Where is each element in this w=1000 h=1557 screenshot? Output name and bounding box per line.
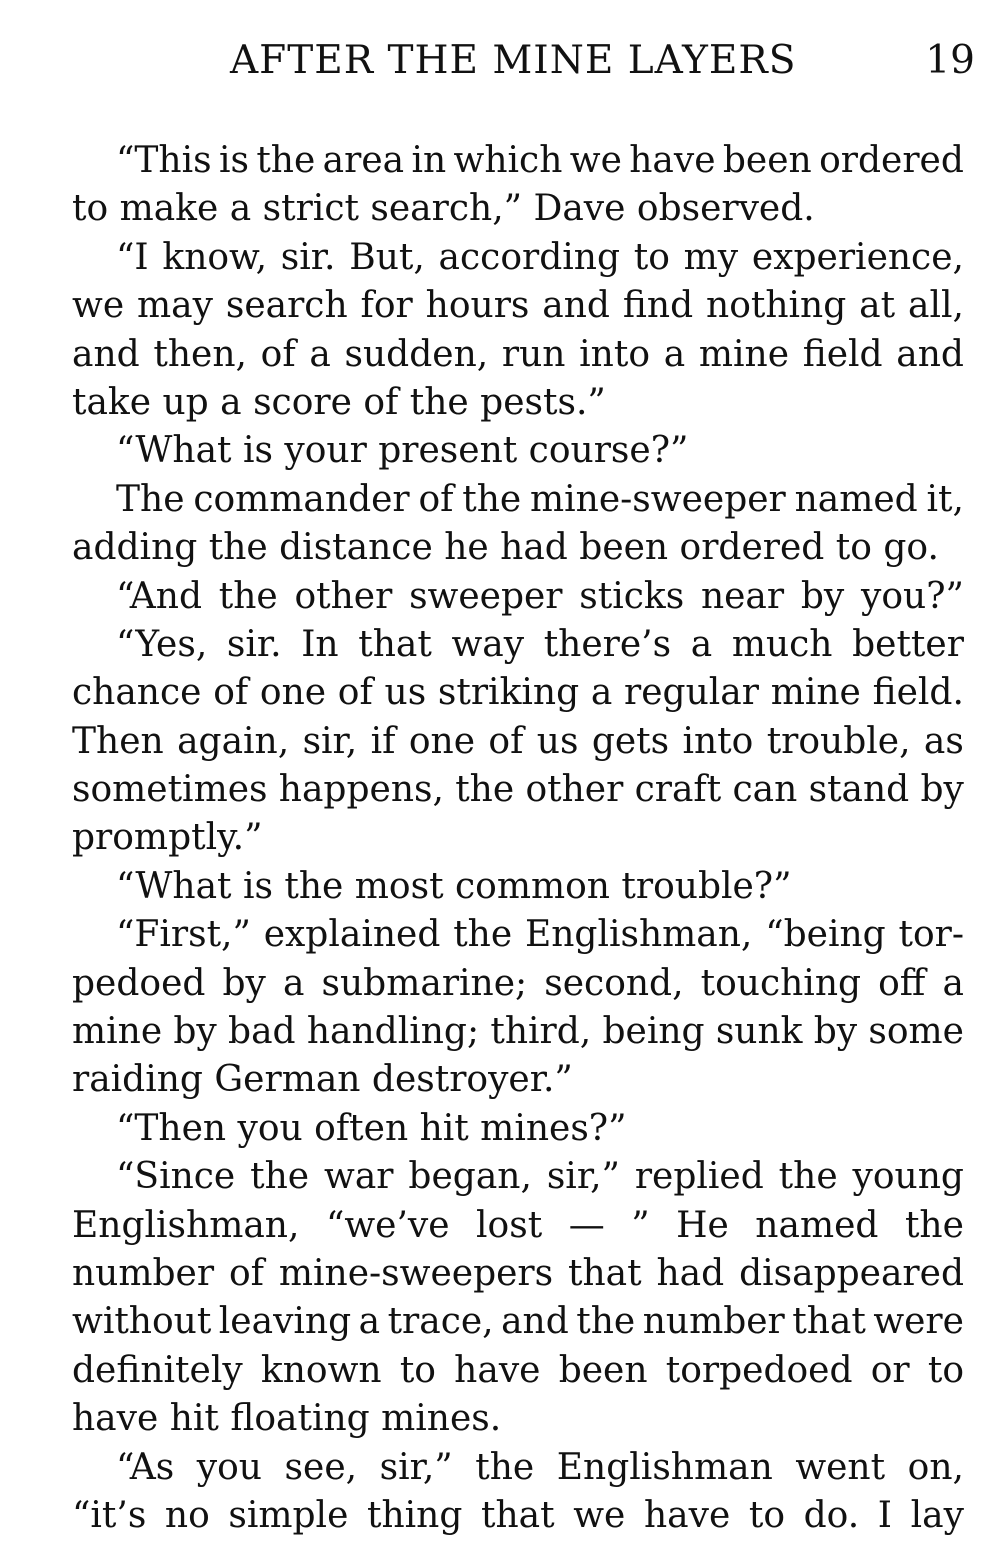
text-line: to make a strict search,” Dave observed. xyxy=(72,188,815,230)
text-line: “First,” explained the Englishman, “being tor- xyxy=(116,914,964,956)
text-line: without leaving a trace, and the number that were xyxy=(72,1301,964,1343)
text-line: “This is the area in which we have been ordered xyxy=(116,140,964,181)
text-line: and then, of a sudden, run into a mine field and xyxy=(72,333,964,375)
page-header xyxy=(230,38,975,94)
body-text xyxy=(72,137,964,1540)
text-line: Then again, sir, if one of us gets into trouble, as xyxy=(72,720,964,762)
text-line: promptly.” xyxy=(72,817,263,859)
text-line: mine by bad handling; third, being sunk by some xyxy=(72,1011,964,1053)
text-line: “Yes, sir. In that way there’s a much better xyxy=(116,623,964,665)
running-title: AFTER THE MINE LAYERS xyxy=(230,38,797,83)
text-line: sometimes happens, the other craft can stand by xyxy=(72,769,964,811)
text-line: pedoed by a submarine; second, touching off a xyxy=(72,962,964,1004)
text-line: “Since the war began, sir,” replied the young xyxy=(116,1156,964,1198)
text-line: Englishman, “we’ve lost — ” He named the xyxy=(72,1204,964,1246)
text-line: raiding German destroyer.” xyxy=(72,1059,573,1101)
text-line: we may search for hours and find nothing at all, xyxy=(72,285,964,327)
text-line: take up a score of the pests.” xyxy=(72,381,606,423)
text-line: “I know, sir. But, according to my experience, xyxy=(116,236,964,278)
text-line: definitely known to have been torpedoed or to xyxy=(72,1349,964,1391)
text-line: number of mine-sweepers that had disappeared xyxy=(72,1252,964,1294)
text-line: chance of one of us striking a regular mine field. xyxy=(72,672,964,714)
text-line: “As you see, sir,” the Englishman went on, xyxy=(116,1446,964,1488)
text-line: have hit floating mines. xyxy=(72,1398,502,1440)
text-line: adding the distance he had been ordered to go. xyxy=(72,527,939,569)
text-line: “What is the most common trouble?” xyxy=(116,865,792,907)
text-line: “What is your present course?” xyxy=(116,430,689,472)
text-line: “Then you often hit mines?” xyxy=(116,1107,627,1149)
page-number: 19 xyxy=(925,38,975,83)
text-line: “it’s no simple thing that we have to do. I lay xyxy=(72,1494,964,1536)
text-line: “And the other sweeper sticks near by you?” xyxy=(116,575,964,617)
text-line: The commander of the mine-sweeper named it, xyxy=(116,478,964,520)
